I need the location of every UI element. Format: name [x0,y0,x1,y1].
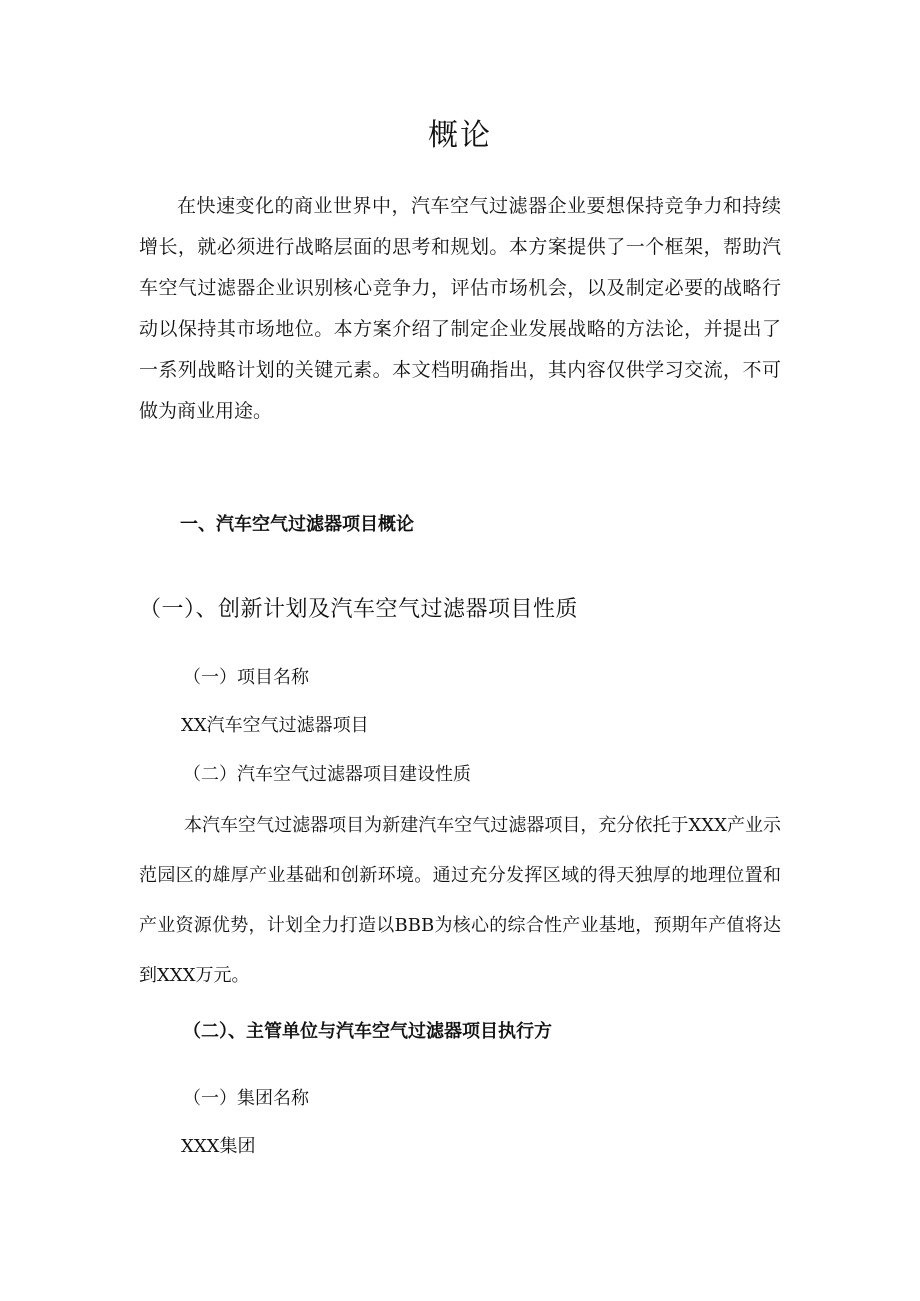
construction-nature-paragraph: 本汽车空气过滤器项目为新建汽车空气过滤器项目，充分依托于XXX产业示范园区的雄厚产业基础和创新环境。通过充分发挥区域的得天独厚的地理位置和产业资源优势，计划全力打造以BBB为核心的综合性产业基地，预期年产值将达到XXX万元。 [139,815,781,986]
page-title: 概论 [428,118,492,153]
item-value-project-name: XX汽车空气过滤器项目 [181,715,369,736]
subsection-heading-innovation-plan: （一）、创新计划及汽车空气过滤器项目性质 [139,597,579,622]
item-value-group-name: XXX集团 [181,1136,256,1157]
section-heading-project-overview: 一、汽车空气过滤器项目概论 [180,514,414,535]
intro-paragraph: 在快速变化的商业世界中，汽车空气过滤器企业要想保持竞争力和持续增长，就必须进行战略层面的思考和规划。本方案提供了一个框架，帮助汽车空气过滤器企业识别核心竞争力，评估市场机会，以及制定必要的战略行动以保持其市场地位。本方案介绍了制定企业发展战略的方法论，并提出了一系列战略计划的关键元素。本文档明确指出，其内容仅供学习交流，不可做为商业用途。 [139,195,781,422]
item-label-construction-nature: （二）汽车空气过滤器项目建设性质 [183,764,471,785]
subsection-heading-executing-party: （二）、主管单位与汽车空气过滤器项目执行方 [183,1021,552,1042]
item-label-group-name: （一）集团名称 [183,1088,309,1109]
item-label-project-name: （一）项目名称 [183,667,309,688]
